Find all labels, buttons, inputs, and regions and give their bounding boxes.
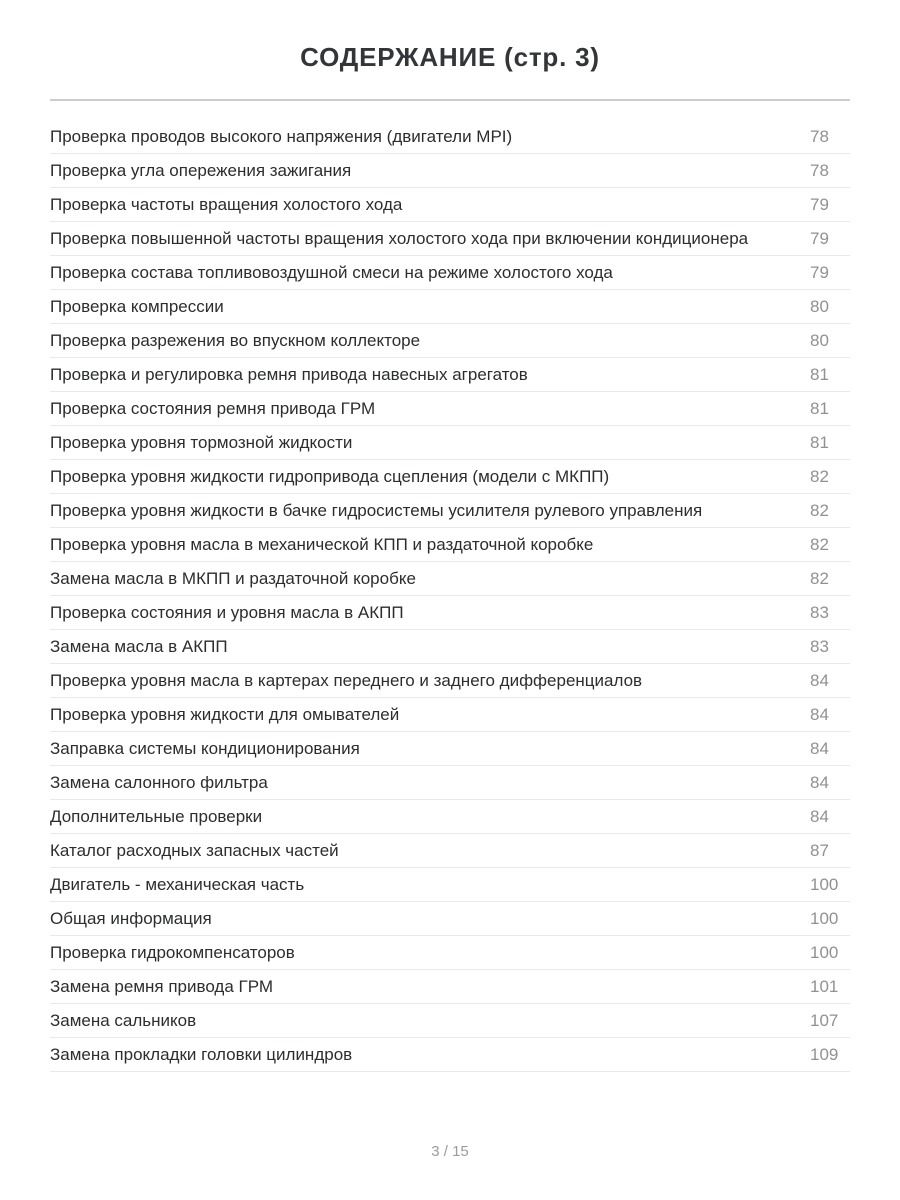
toc-item-label: Замена масла в МКПП и раздаточной коробке [50,568,416,588]
toc-row[interactable] [50,392,850,426]
toc-row[interactable] [50,188,850,222]
toc-item-label: Проверка уровня жидкости гидропривода сцепления (модели с МКПП) [50,466,610,486]
toc-row[interactable] [50,562,850,596]
toc-item-page: 84 [810,738,829,758]
toc-row[interactable] [50,528,850,562]
toc-item-label: Замена сальников [50,1010,197,1030]
toc-item-page: 84 [810,772,829,792]
toc-item-label: Дополнительные проверки [50,806,263,826]
toc-row[interactable] [50,664,850,698]
toc-item-page: 100 [810,942,839,962]
toc-list [50,120,850,1072]
toc-row[interactable] [50,766,850,800]
toc-item-label: Замена ремня привода ГРМ [50,976,274,996]
toc-item-page: 79 [810,262,829,282]
toc-row[interactable] [50,460,850,494]
toc-item-page: 78 [810,160,829,180]
toc-item-page: 82 [810,500,829,520]
toc-item-page: 79 [810,228,829,248]
toc-row[interactable] [50,732,850,766]
toc-item-page: 78 [810,126,829,146]
toc-item-page: 82 [810,568,829,588]
toc-item-label: Проверка уровня жидкости в бачке гидросистемы усилителя рулевого управления [50,500,703,520]
toc-row[interactable] [50,970,850,1004]
toc-item-page: 83 [810,602,829,622]
toc-item-label: Проверка угла опережения зажигания [50,160,352,180]
toc-item-label: Проверка разрежения во впускном коллекторе [50,330,421,350]
toc-row[interactable] [50,324,850,358]
toc-item-label: Проверка повышенной частоты вращения холостого хода при включении кондиционера [50,228,749,248]
toc-item-page: 100 [810,874,839,894]
toc-item-label: Проверка уровня жидкости для омывателей [50,704,400,724]
toc-row[interactable] [50,256,850,290]
toc-row[interactable] [50,800,850,834]
toc-item-page: 81 [810,432,829,452]
toc-item-page: 107 [810,1010,839,1030]
toc-row[interactable] [50,358,850,392]
toc-item-label: Проверка гидрокомпенсаторов [50,942,295,962]
toc-item-label: Проверка состояния ремня привода ГРМ [50,398,376,418]
toc-item-label: Замена прокладки головки цилиндров [50,1044,353,1064]
toc-item-label: Проверка компрессии [50,296,224,316]
toc-item-label: Каталог расходных запасных частей [50,840,339,860]
page-indicator: 3 / 15 [431,1143,469,1160]
toc-item-page: 84 [810,670,829,690]
toc-item-label: Проверка и регулировка ремня привода навесных агрегатов [50,364,528,384]
toc-row[interactable] [50,834,850,868]
toc-item-page: 82 [810,534,829,554]
toc-row[interactable] [50,290,850,324]
toc-item-label: Общая информация [50,908,212,928]
toc-row[interactable] [50,426,850,460]
toc-item-label: Проверка состояния и уровня масла в АКПП [50,602,404,622]
toc-item-label: Двигатель - механическая часть [50,874,305,894]
toc-item-page: 109 [810,1044,839,1064]
toc-item-label: Заправка системы кондиционирования [50,738,360,758]
toc-row[interactable] [50,222,850,256]
toc-row[interactable] [50,1038,850,1072]
toc-row[interactable] [50,698,850,732]
toc-row[interactable] [50,936,850,970]
toc-item-page: 84 [810,806,829,826]
toc-item-label: Проверка уровня масла в механической КПП и раздаточной коробке [50,534,594,554]
toc-item-label: Проверка проводов высокого напряжения (двигатели MPI) [50,126,513,146]
toc-item-label: Проверка уровня масла в картерах переднего и заднего дифференциалов [50,670,643,690]
toc-item-label: Проверка состава топливовоздушной смеси на режиме холостого хода [50,262,613,282]
toc-item-page: 100 [810,908,839,928]
toc-item-page: 80 [810,296,829,316]
toc-item-label: Замена масла в АКПП [50,636,228,656]
toc-item-page: 87 [810,840,829,860]
toc-row[interactable] [50,1004,850,1038]
toc-row[interactable] [50,902,850,936]
toc-item-page: 84 [810,704,829,724]
toc-row[interactable] [50,630,850,664]
toc-row[interactable] [50,596,850,630]
toc-item-page: 101 [810,976,839,996]
toc-item-label: Замена салонного фильтра [50,772,268,792]
toc-item-page: 83 [810,636,829,656]
toc-item-label: Проверка частоты вращения холостого хода [50,194,403,214]
toc-row[interactable] [50,494,850,528]
page-title: СОДЕРЖАНИЕ (стр. 3) [300,42,600,72]
toc-item-page: 82 [810,466,829,486]
toc-item-page: 81 [810,398,829,418]
toc-row[interactable] [50,868,850,902]
toc-item-page: 80 [810,330,829,350]
toc-item-label: Проверка уровня тормозной жидкости [50,432,353,452]
toc-item-page: 79 [810,194,829,214]
toc-item-page: 81 [810,364,829,384]
title-divider [50,99,850,101]
toc-row[interactable] [50,154,850,188]
toc-row[interactable] [50,120,850,154]
